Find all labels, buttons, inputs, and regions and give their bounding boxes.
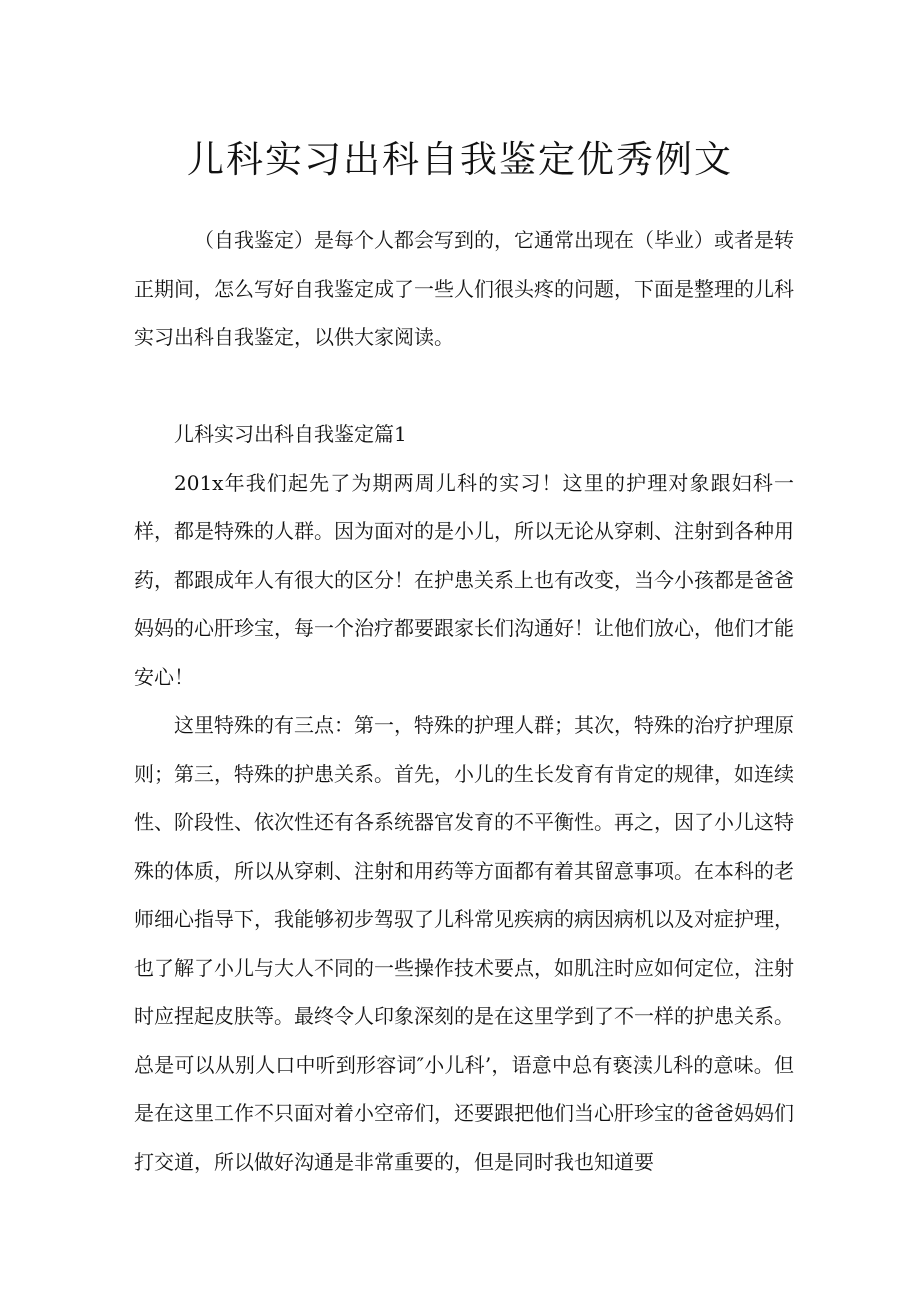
document-title: 儿科实习出科自我鉴定优秀例文 — [187, 138, 733, 181]
body-paragraph-2: 这里特殊的有三点：第一，特殊的护理人群；其次，特殊的治疗护理原则；第三，特殊的护患关系。首先，小儿的生长发育有肯定的规律，如连续性、阶段性、依次性还有各系统器官发育的不平衡性。再之，因了小儿这特殊的体质，所以从穿刺、注射和用药等方面都有着其留意事项。在本科的老师细心指导下，我能够初步驾驭了儿科常见疾病的病因病机以及对症护理，也了解了小儿与大人不同的一些操作技术要点，如肌注时应如何定位，注射时应捏起皮肤等。最终令人印象深刻的是在这里学到了不一样的护患关系。总是可以从别人口中听到形容词″小儿科’，语意中总有亵渎儿科的意味。但是在这里工作不只面对着小空帝们，还要跟把他们当心肝珍宝的爸爸妈妈们打交道，所以做好沟通是非常重要的，但是同时我也知道要 — [134, 713, 794, 1174]
section-heading: 儿科实习出科自我鉴定篇1 — [174, 422, 407, 446]
intro-paragraph: （自我鉴定）是每个人都会写到的，它通常出现在（毕业）或者是转正期间，怎么写好自我鉴定成了一些人们很头疼的问题，下面是整理的儿科实习出科自我鉴定，以供大家阅读。 — [134, 228, 794, 349]
body-paragraph-1: 201x年我们起先了为期两周儿科的实习！这里的护理对象跟妇科一样，都是特殊的人群。因为面对的是小儿，所以无论从穿刺、注射到各种用药，都跟成年人有很大的区分！在护患关系上也有改变，当今小孩都是爸爸妈妈的心肝珍宝，每一个治疗都要跟家长们沟通好！让他们放心，他们才能安心！ — [134, 470, 794, 689]
intro-section — [134, 216, 794, 362]
body-section — [134, 410, 794, 1186]
